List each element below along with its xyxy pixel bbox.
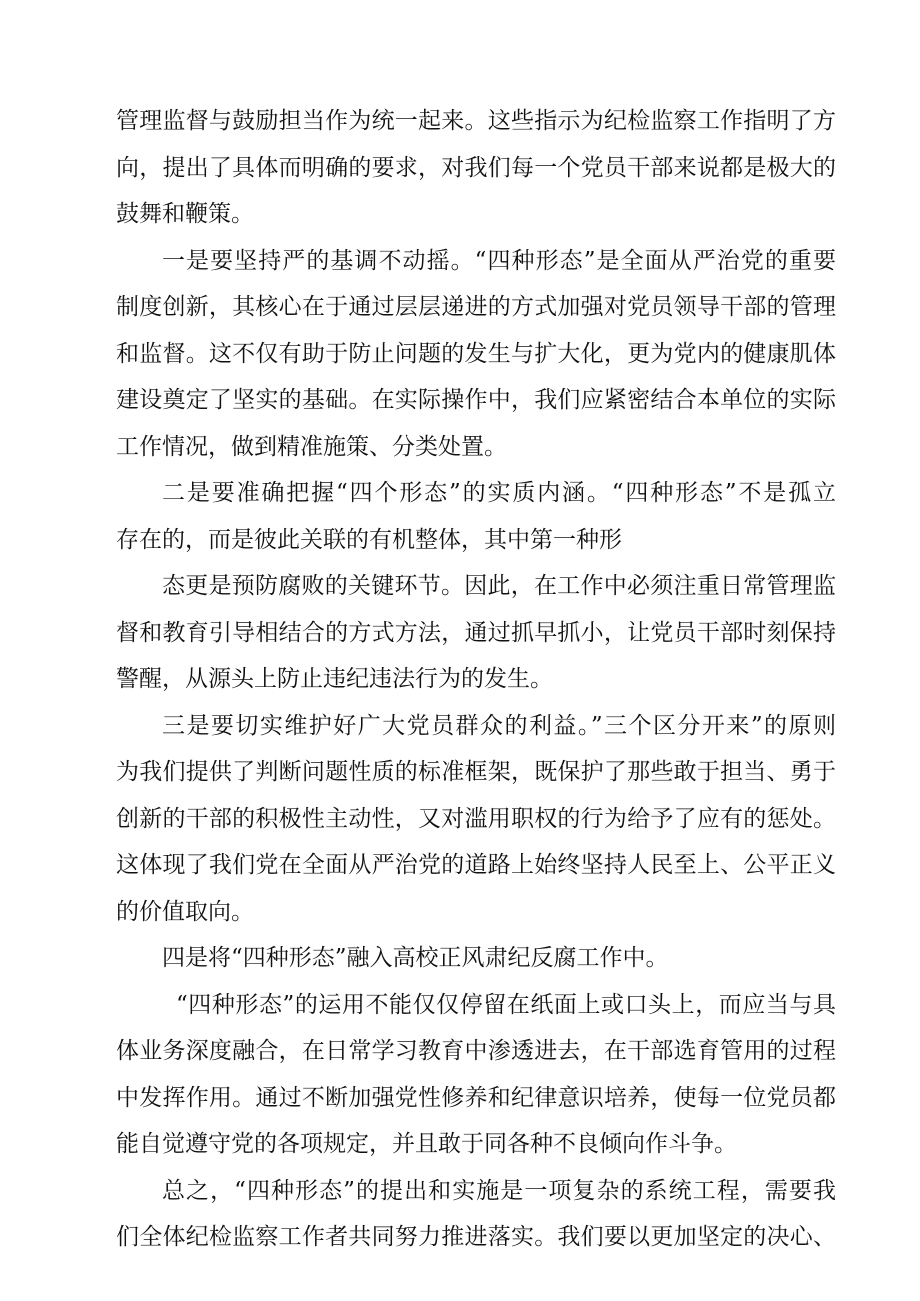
text-line: 态更是预防腐败的关键环节。因此，在工作中必须注重日常管理监 xyxy=(162,573,836,599)
text-line: 总之，“四种形态”的提出和实施是一项复杂的系统工程，需要我 xyxy=(162,1177,836,1204)
text-line: 为我们提供了判断问题性质的标准框架，既保护了那些敢于担当、勇于 xyxy=(116,759,836,785)
text-line: 工作情况，做到精准施策、分类处置。 xyxy=(116,433,507,460)
text-line: 二是要准确把握“四个形态”的实质内涵。“四种形态”不是孤立 xyxy=(162,480,836,506)
text-line: 督和教育引导相结合的方式方法，通过抓早抓小，让党员干部时刻保持 xyxy=(116,619,836,646)
text-line: 管理监督与鼓励担当作为统一起来。这些指示为纪检监察工作指明了方 xyxy=(116,108,836,134)
text-line: 中发挥作用。通过不断加强党性修养和纪律意识培养，使每一位党员都 xyxy=(116,1084,836,1111)
text-line: 存在的，而是彼此关联的有机整体，其中第一种形 xyxy=(116,526,622,553)
document-body xyxy=(116,98,836,1261)
text-line: “四种形态”的运用不能仅仅停留在纸面上或口头上，而应当与具 xyxy=(176,991,836,1018)
text-line: 的价值取向。 xyxy=(116,898,254,925)
text-line: 四是将“四种形态”融入高校正风肃纪反腐工作中。 xyxy=(162,945,669,971)
text-line: 鼓舞和鞭策。 xyxy=(116,201,254,227)
text-line: 和监督。这不仅有助于防止问题的发生与扩大化，更为党内的健康肌体 xyxy=(116,340,836,367)
text-line: 创新的干部的积极性主动性，又对滥用职权的行为给予了应有的惩处。 xyxy=(116,805,836,832)
text-line: 警醒，从源头上防止违纪违法行为的发生。 xyxy=(116,666,553,692)
text-line: 体业务深度融合，在日常学习教育中渗透进去，在干部选育管用的过程 xyxy=(116,1038,836,1064)
text-line: 向，提出了具体而明确的要求，对我们每一个党员干部来说都是极大的 xyxy=(116,154,836,181)
text-line: 制度创新，其核心在于通过层层递进的方式加强对党员领导干部的管理 xyxy=(116,294,836,320)
text-line: 建设奠定了坚实的基础。在实际操作中，我们应紧密结合本单位的实际 xyxy=(116,387,836,413)
text-line: 能自觉遵守党的各项规定，并且敢于同各种不良倾向作斗争。 xyxy=(116,1131,737,1157)
text-line: 这体现了我们党在全面从严治党的道路上始终坚持人民至上、公平正义 xyxy=(116,852,836,878)
text-line: 一是要坚持严的基调不动摇。“四种形态”是全面从严治党的重要 xyxy=(162,247,836,274)
text-line: 们全体纪检监察工作者共同努力推进落实。我们要以更加坚定的决心、 xyxy=(116,1224,836,1250)
text-line: 三是要切实维护好广大党员群众的利益。”三个区分开来”的原则 xyxy=(162,712,836,739)
